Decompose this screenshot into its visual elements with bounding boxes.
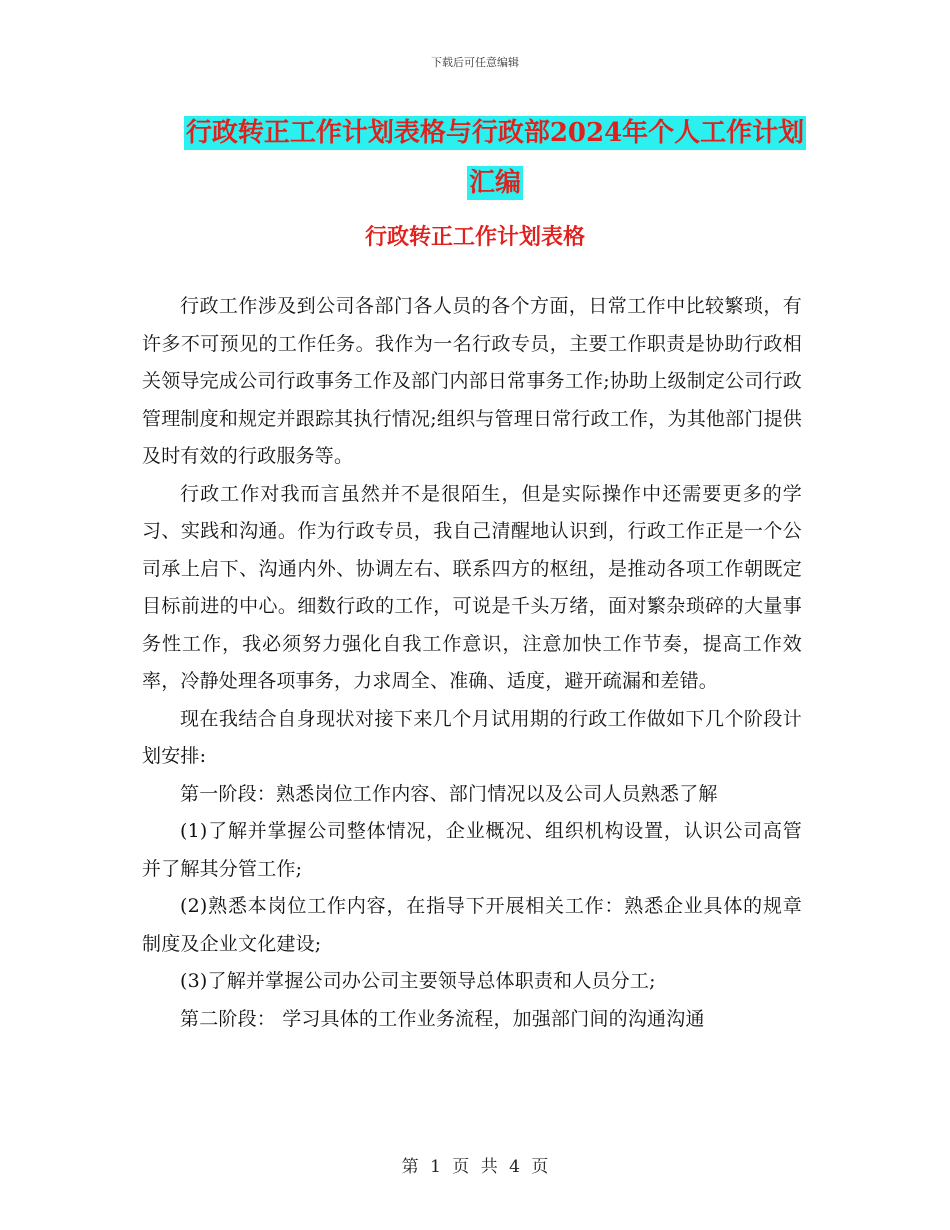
paragraph: (3)了解并掌握公司办公司主要领导总体职责和人员分工; [180,970,656,992]
paragraph: (1)了解并掌握公司整体情况，企业概况、组织机构设置，认识公司高管并了解其分管工作; [142,820,802,880]
document-body [142,288,802,1038]
section-subtitle: 行政转正工作计划表格 [364,224,585,250]
paragraph: 第二阶段： 学习具体的工作业务流程，加强部门间的沟通沟通 [180,1007,705,1030]
document-title-line-1: 行政转正工作计划表格与行政部2024年个人工作计划 [185,118,805,148]
paragraph: 第一阶段：熟悉岗位工作内容、部门情况以及公司人员熟悉了解 [180,782,718,805]
document-title-line-2: 汇编 [468,168,521,198]
document-title [140,108,850,208]
page-number: 第 1 页 共 4 页 [401,1157,549,1177]
page-header-note: 下载后可任意编辑 [431,56,519,69]
paragraph: 行政工作涉及到公司各部门各人员的各个方面，日常工作中比较繁琐，有许多不可预见的工作任务。我作为一名行政专员，主要工作职责是协助行政相关领导完成公司行政事务工作及部门内部日常事务工作;协助上级制定公司行政管理制度和规定并跟踪其执行情况;组织与管理日常行政工作，为其他部门提供及时有效的行政服务等。 [142,295,802,467]
paragraph: (2)熟悉本岗位工作内容，在指导下开展相关工作：熟悉企业具体的规章制度及企业文化建设; [142,895,802,955]
paragraph: 现在我结合自身现状对接下来几个月试用期的行政工作做如下几个阶段计划安排: [142,707,802,767]
paragraph: 行政工作对我而言虽然并不是很陌生，但是实际操作中还需要更多的学习、实践和沟通。作为行政专员，我自己清醒地认识到，行政工作正是一个公司承上启下、沟通内外、协调左右、联系四方的枢纽，是推动各项工作朝既定目标前进的中心。细数行政的工作，可说是千头万绪，面对繁杂琐碎的大量事务性工作，我必须努力强化自我工作意识，注意加快工作节奏，提高工作效率，冷静处理各项事务，力求周全、准确、适度，避开疏漏和差错。 [142,482,802,692]
